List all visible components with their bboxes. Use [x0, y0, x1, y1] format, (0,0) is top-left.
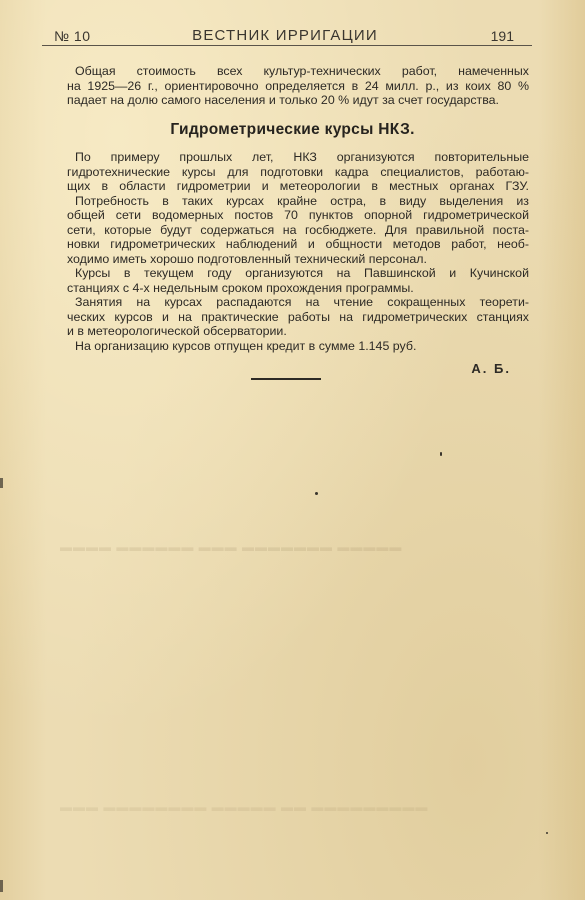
paragraph-line: новки гидрометрических наблюдений и общности методов работ, необ- [67, 237, 529, 251]
paragraph-line: общей сети водомерных постов 70 пунктов опорной гидрометрической [67, 208, 529, 222]
issue-number: № 10 [54, 28, 91, 44]
intro-paragraph [67, 64, 529, 108]
article-paragraph [67, 194, 529, 267]
ink-speck [315, 492, 318, 495]
article-paragraph [67, 150, 529, 194]
show-through-text: ▬▬▬▬ ▬▬▬▬▬▬ ▬▬▬ ▬▬▬▬▬▬▬ ▬▬▬▬▬ [60, 540, 403, 554]
edge-mark [0, 880, 3, 892]
header-divider [42, 45, 532, 46]
paragraph-line: и в метеорологической обсерватории. [67, 324, 287, 338]
article-title: Гидрометрические курсы НКЗ. [170, 121, 415, 138]
article-body [67, 150, 529, 353]
paragraph-line: Потребность в таких курсах крайне остра, в виду выделения из [75, 193, 529, 208]
paragraph-line: станциях с 4-х недельным сроком прохождения программы. [67, 280, 414, 295]
paragraph-line: ходимо иметь хорошо подготовленный технический персонал. [67, 251, 427, 266]
show-through-text: ▬▬▬ ▬▬▬▬▬▬▬▬ ▬▬▬▬▬ ▬▬ ▬▬▬▬▬▬▬▬▬ [60, 800, 429, 814]
paragraph-line: гидротехнические курсы для подготовки кадра специалистов, работаю- [67, 164, 529, 179]
intro-line: на 1925—26 г., ориентировочно определяется в 24 милл. р., из коих 80 % [67, 78, 529, 93]
paragraph-line: По примеру прошлых лет, НКЗ организуются повторительные [75, 150, 529, 164]
paragraph-line: сети, которые будут содержаться на госбюджете. Для правильной поста- [67, 222, 529, 237]
intro-line: падает на долю самого населения и только 20 % идут за счет государства. [67, 93, 499, 107]
ink-speck [546, 832, 548, 834]
article-paragraph [67, 266, 529, 295]
article-paragraph [67, 295, 529, 339]
intro-line: Общая стоимость всех культур-технических работ, намеченных [75, 64, 529, 78]
edge-mark [0, 478, 3, 488]
paragraph-line: На организацию курсов отпущен кредит в сумме 1.145 руб. [75, 338, 417, 353]
paragraph-line: ческих курсов и на практические работы на гидрометрических станциях [67, 309, 529, 324]
journal-title: ВЕСТНИК ИРРИГАЦИИ [192, 27, 378, 44]
end-of-article-rule [251, 378, 321, 380]
author-signature: А. Б. [471, 361, 511, 376]
article-paragraph [67, 339, 529, 354]
ink-speck [440, 452, 442, 456]
paragraph-line: Курсы в текущем году организуются на Павшинской и Кучинской [75, 266, 529, 280]
paragraph-line: Занятия на курсах распадаются на чтение сокращенных теорети- [75, 295, 529, 309]
page-number: 191 [490, 28, 514, 44]
paragraph-line: щих в области гидрометрии и метеорологии в местных органах ГЗУ. [67, 179, 529, 193]
running-header [42, 26, 528, 46]
